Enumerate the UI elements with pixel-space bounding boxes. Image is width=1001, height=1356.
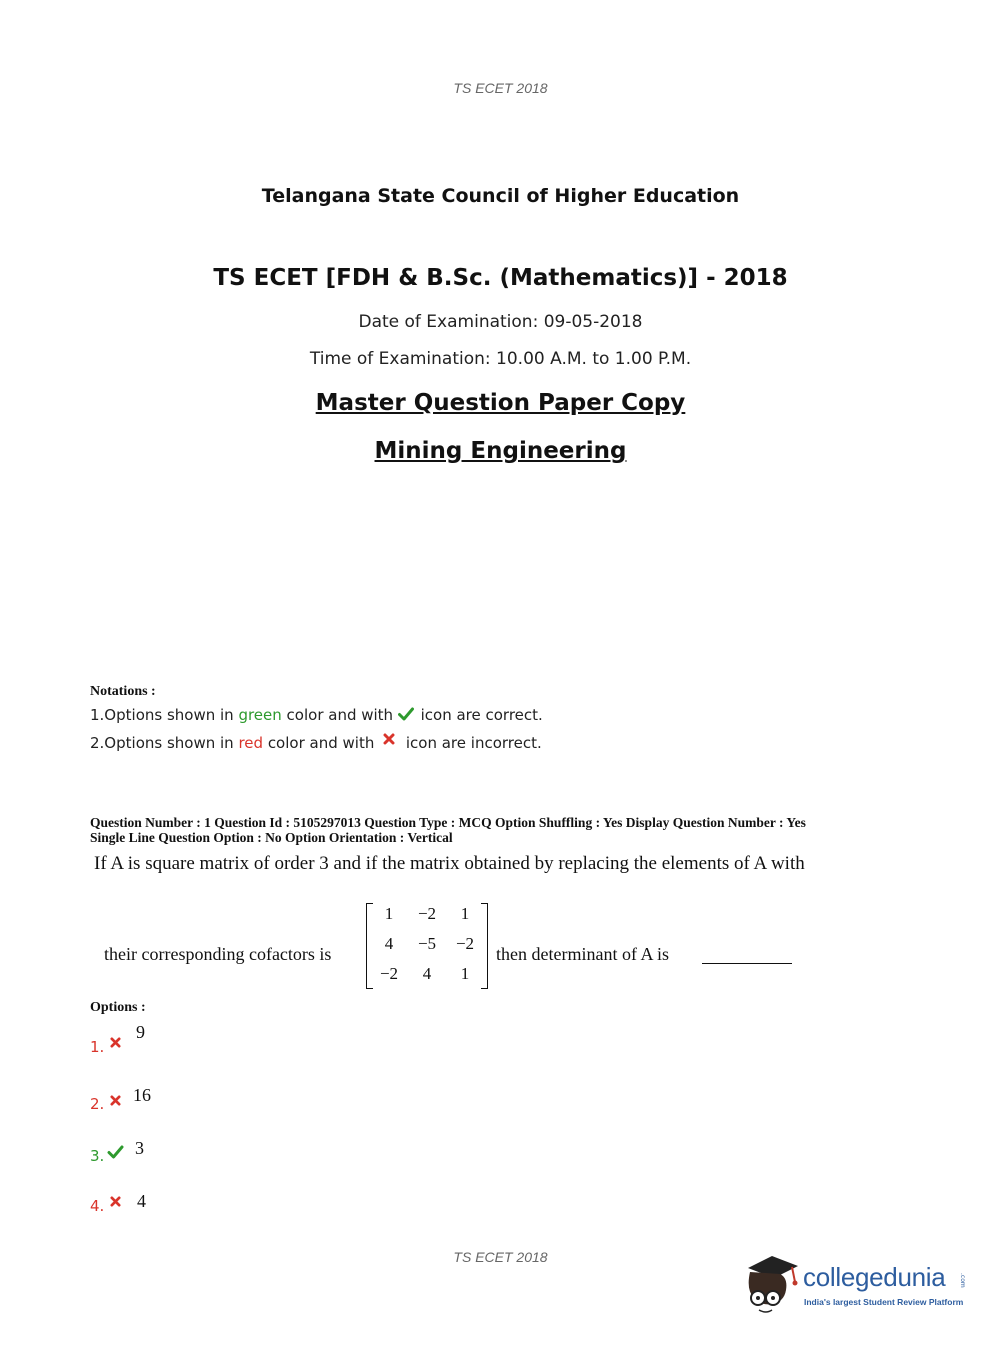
option-value: 3 — [135, 1138, 144, 1158]
notation-correct — [90, 706, 543, 724]
cross-icon — [110, 1037, 121, 1048]
cofactor-matrix — [366, 903, 488, 989]
question-meta-line2: Single Line Question Option : No Option Orientation : Vertical — [90, 830, 453, 845]
option-value: 16 — [133, 1085, 151, 1105]
check-icon — [398, 707, 414, 721]
matrix-cell: −2 — [417, 904, 437, 923]
matrix-cell: 4 — [422, 964, 432, 983]
notation-text: 2.Options shown in — [90, 734, 239, 752]
notation-text: color and with — [263, 734, 380, 752]
option-number: 1. — [90, 1038, 105, 1056]
option-value: 9 — [136, 1022, 145, 1042]
exam-title: TS ECET [FDH & B.Sc. (Mathematics)] - 2018 — [213, 265, 788, 291]
question-meta-line1: Question Number : 1 Question Id : 5105297013 Question Type : MCQ Option Shuffling : Yes Display Question Number : Yes — [90, 815, 806, 830]
paper-copy-title: Master Question Paper Copy — [315, 390, 686, 416]
matrix-cell: −2 — [379, 964, 399, 983]
cross-icon — [110, 1196, 121, 1207]
check-icon — [107, 1145, 124, 1159]
matrix-cell: −5 — [417, 934, 437, 953]
council-name: Telangana State Council of Higher Education — [261, 185, 740, 207]
option-number: 3. — [90, 1147, 105, 1165]
matrix-cell: 1 — [460, 964, 470, 983]
exam-time: Time of Examination: 10.00 A.M. to 1.00 P.M. — [309, 349, 692, 369]
options-label: Options : — [90, 1000, 146, 1015]
question-text-before-matrix: their corresponding cofactors is — [104, 944, 332, 964]
logo-suffix: .com — [959, 1273, 966, 1288]
matrix-right-bracket — [481, 903, 488, 989]
option-number: 2. — [90, 1095, 105, 1113]
matrix-cell: 1 — [460, 904, 470, 923]
logo-tagline: India's largest Student Review Platform — [804, 1297, 964, 1307]
option-number: 4. — [90, 1197, 105, 1215]
notation-incorrect — [90, 733, 542, 752]
option-value: 4 — [137, 1191, 146, 1211]
notation-text: icon are correct. — [415, 706, 543, 724]
answer-blank — [702, 963, 792, 964]
cross-icon — [383, 733, 395, 745]
branch-title: Mining Engineering — [374, 438, 627, 464]
exam-date: Date of Examination: 09-05-2018 — [358, 312, 643, 332]
notations-label: Notations : — [90, 684, 156, 699]
cross-icon — [110, 1095, 121, 1106]
notation-text: color and with — [281, 706, 398, 724]
notation-color-word: red — [238, 734, 264, 752]
notation-color-word: green — [238, 706, 282, 724]
page-header: TS ECET 2018 — [453, 80, 548, 96]
matrix-cell: 1 — [384, 904, 394, 923]
logo-brand: collegedunia — [803, 1262, 946, 1292]
question-text-after-matrix: then determinant of A is — [496, 944, 669, 964]
matrix-cell: −2 — [455, 934, 475, 953]
question-text-line1: If A is square matrix of order 3 and if the matrix obtained by replacing the elements of A with — [94, 853, 805, 874]
matrix-cell: 4 — [384, 934, 394, 953]
collegedunia-mascot-icon — [742, 1250, 802, 1320]
page-footer: TS ECET 2018 — [453, 1249, 548, 1265]
notation-text: icon are incorrect. — [401, 734, 542, 752]
notation-text: 1.Options shown in — [90, 706, 239, 724]
